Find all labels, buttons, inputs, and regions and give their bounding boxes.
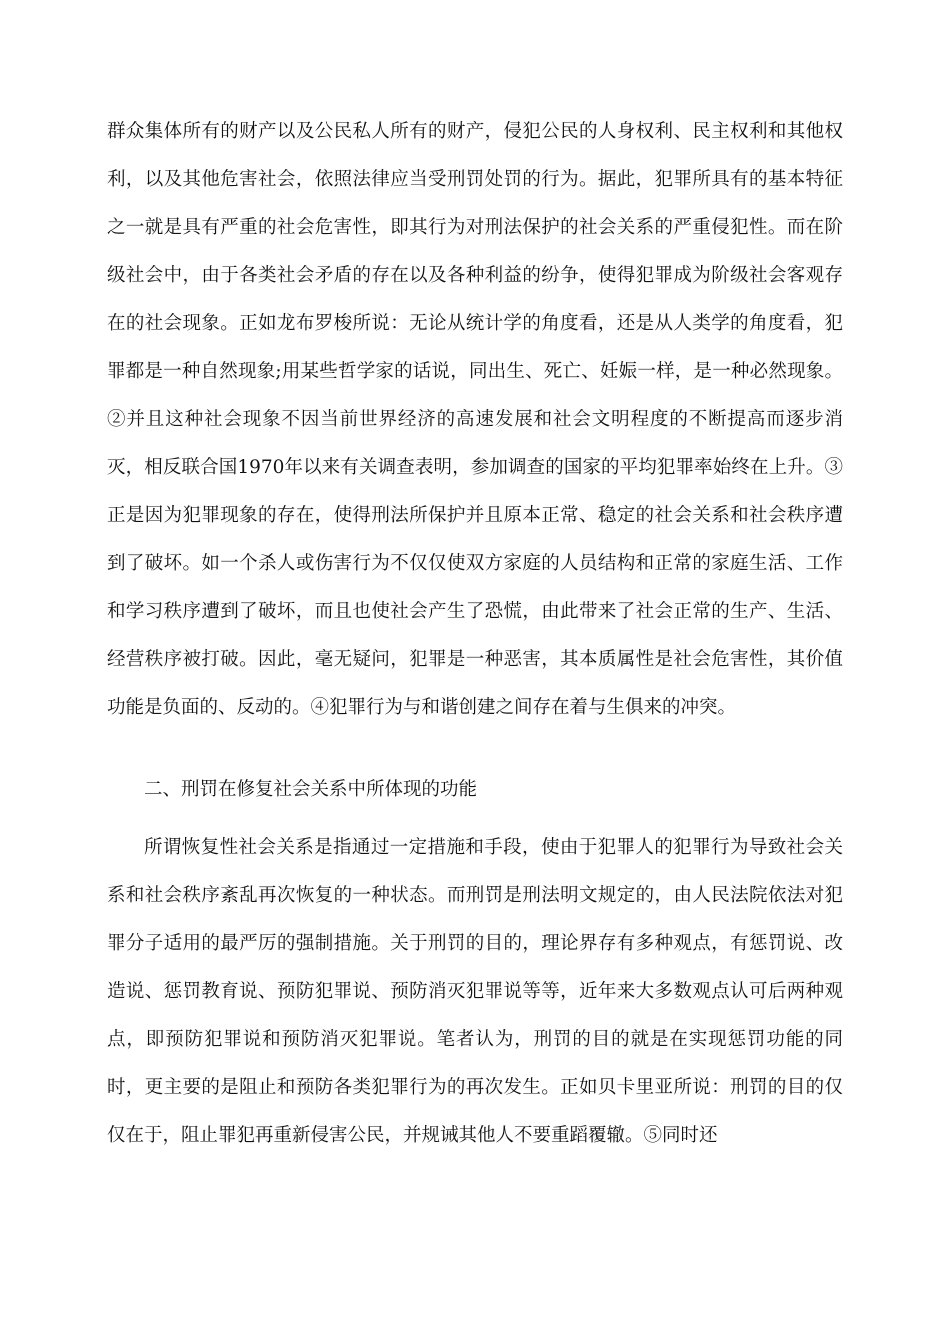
body-paragraph: 所谓恢复性社会关系是指通过一定措施和手段，使由于犯罪人的犯罪行为导致社会关系和社会秩序紊乱再次恢复的一种状态。而刑罚是刑法明文规定的，由人民法院依法对犯罪分子适用的最严厉的强制措施。关于刑罚的目的，理论界存有多种观点，有惩罚说、改造说、惩罚教育说、预防犯罪说、预防消灭犯罪说等等，近年来大多数观点认可后两种观点，即预防犯罪说和预防消灭犯罪说。笔者认为，刑罚的目的就是在实现惩罚功能的同时，更主要的是阻止和预防各类犯罪行为的再次发生。正如贝卡里亚所说：刑罚的目的仅仅在于，阻止罪犯再重新侵害公民，并规诫其他人不要重蹈覆辙。⑤同时还 <box>107 837 843 1146</box>
body-paragraph: 群众集体所有的财产以及公民私人所有的财产，侵犯公民的人身权利、民主权利和其他权利，以及其他危害社会，依照法律应当受刑罚处罚的行为。据此，犯罪所具有的基本特征之一就是具有严重的社会危害性，即其行为对刑法保护的社会关系的严重侵犯性。而在阶级社会中，由于各类社会矛盾的存在以及各种利益的纷争，使得犯罪成为阶级社会客观存在的社会现象。正如龙布罗梭所说：无论从统计学的角度看，还是从人类学的角度看，犯罪都是一种自然现象;用某些哲学家的话说，同出生、死亡、妊娠一样，是一种必然现象。②并且这种社会现象不因当前世界经济的高速发展和社会文明程度的不断提高而逐步消灭，相反联合国1970年以来有关调查表明，参加调查的国家的平均犯罪率始终在上升。③正是因为犯罪现象的存在，使得刑法所保护并且原本正常、稳定的社会关系和社会秩序遭到了破坏。如一个杀人或伤害行为不仅仅使双方家庭的人员结构和正常的家庭生活、工作和学习秩序遭到了破坏，而且也使社会产生了恐慌，由此带来了社会正常的生产、生活、经营秩序被打破。因此，毫无疑问，犯罪是一种恶害，其本质属性是社会危害性，其价值功能是负面的、反动的。④犯罪行为与和谐创建之间存在着与生俱来的冲突。 <box>107 121 843 718</box>
document-page <box>107 108 843 1160</box>
section-heading: 二、刑罚在修复社会关系中所体现的功能 <box>144 779 478 800</box>
